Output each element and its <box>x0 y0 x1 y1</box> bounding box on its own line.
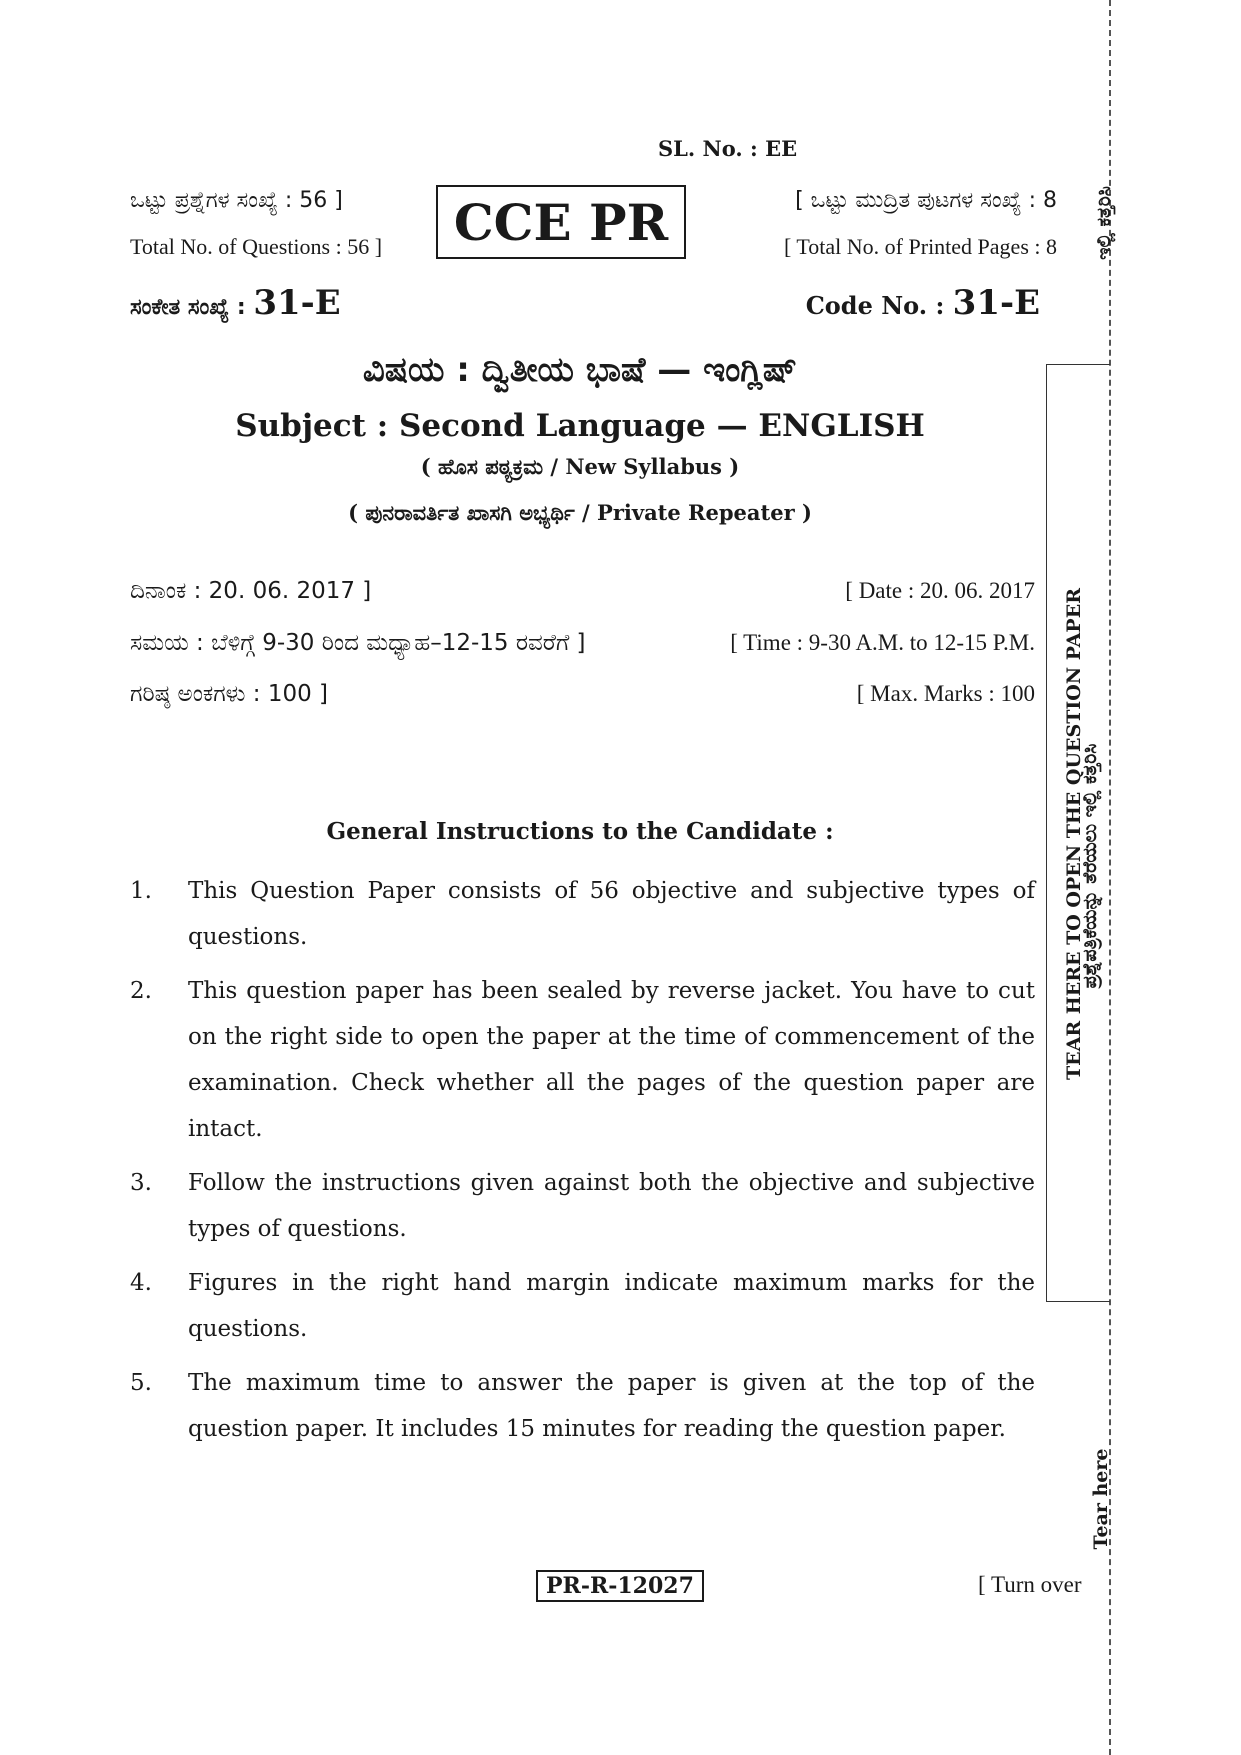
instruction-text: Figures in the right hand margin indicate maximum marks for the questions. <box>188 1270 1035 1342</box>
instruction-item <box>130 1160 1035 1252</box>
paper-code-box: PR-R-12027 <box>536 1570 704 1602</box>
kn-subject-title: ವಿಷಯ : ದ್ವಿತೀಯ ಭಾಷೆ — ಇಂಗ್ಲಿಷ್ <box>362 350 798 390</box>
instruction-number: 5. <box>130 1370 152 1396</box>
instruction-number: 4. <box>130 1270 152 1296</box>
instruction-item <box>130 1360 1035 1452</box>
instructions-heading: General Instructions to the Candidate : <box>326 818 834 845</box>
tear-here-instruction: TEAR HERE TO OPEN THE QUESTION PAPER <box>1063 588 1085 1080</box>
turn-over-label: [ Turn over <box>978 1572 1082 1597</box>
instructions-list <box>130 868 1035 1460</box>
en-code-value: 31-E <box>952 283 1040 323</box>
en-time: [ Time : 9-30 A.M. to 12-15 P.M. <box>730 630 1035 655</box>
instruction-text: The maximum time to answer the paper is given at the top of the question paper. It includes 15 minutes for reading the question paper. <box>188 1370 1035 1442</box>
en-subject-title: Subject : Second Language — ENGLISH <box>235 408 925 444</box>
syllabus-label: ( ಹೊಸ ಪಠ್ಯಕ್ರಮ / New Syllabus ) <box>420 454 740 479</box>
instruction-number: 3. <box>130 1170 152 1196</box>
en-max-marks: [ Max. Marks : 100 <box>856 681 1035 706</box>
kn-total-pages: [ ಒಟ್ಟು ಮುದ್ರಿತ ಪುಟಗಳ ಸಂಖ್ಯೆ : 8 <box>795 188 1057 213</box>
en-total-questions: Total No. of Questions : 56 ] <box>130 234 383 259</box>
kn-tear-here-instruction: ಪ್ರಶ್ನೆಪತ್ರಿಕೆಯನ್ನು ತೆರೆಯಲು ಇಲ್ಲಿ ಕತ್ತರಿಸಿ <box>1079 743 1101 989</box>
instruction-item <box>130 868 1035 960</box>
kn-code-value: 31-E <box>253 283 341 323</box>
en-total-pages: [ Total No. of Printed Pages : 8 <box>783 234 1057 259</box>
instruction-text: This Question Paper consists of 56 objective and subjective types of questions. <box>188 878 1035 950</box>
kn-code-label: ಸಂಕೇತ ಸಂಖ್ಯೆ : <box>130 295 254 320</box>
kn-time: ಸಮಯ : ಬೆಳಿಗ್ಗೆ 9-30 ರಿಂದ ಮಧ್ಯಾಹ–12-15 ರವರೆಗೆ ] <box>130 630 586 656</box>
kn-max-marks: ಗರಿಷ್ಠ ಅಂಕಗಳು : 100 ] <box>130 681 329 707</box>
serial-number: SL. No. : EE <box>658 136 798 161</box>
candidate-type-label: ( ಪುನರಾವರ್ತಿತ ಖಾಸಗಿ ಅಭ್ಯರ್ಥಿ / Private Repeater ) <box>348 500 812 525</box>
instruction-number: 1. <box>130 878 152 904</box>
instruction-item <box>130 968 1035 1152</box>
instruction-number: 2. <box>130 978 152 1004</box>
instruction-item <box>130 1260 1035 1352</box>
cce-pr-label: CCE PR <box>453 192 669 252</box>
tear-here-label: Tear here <box>1090 1448 1112 1550</box>
cce-pr-badge <box>436 185 686 259</box>
kn-cut-here-label: ಇಲ್ಲಿ ಕತ್ತರಿಸಿ <box>1093 186 1115 260</box>
instruction-text: Follow the instructions given against both the objective and subjective types of questions. <box>188 1170 1035 1242</box>
en-code-number <box>806 283 1040 323</box>
kn-date: ದಿನಾಂಕ : 20. 06. 2017 ] <box>130 578 372 604</box>
kn-total-questions: ಒಟ್ಟು ಪ್ರಶ್ನೆಗಳ ಸಂಖ್ಯೆ : 56 ] <box>130 188 343 213</box>
en-date: [ Date : 20. 06. 2017 <box>845 578 1035 603</box>
kn-code-number <box>130 283 341 323</box>
instruction-text: This question paper has been sealed by reverse jacket. You have to cut on the right side to open the paper at the time of commencement of the examination. Check whether all the pages of the question paper are intact. <box>188 978 1035 1142</box>
en-code-label: Code No. : <box>805 291 953 320</box>
